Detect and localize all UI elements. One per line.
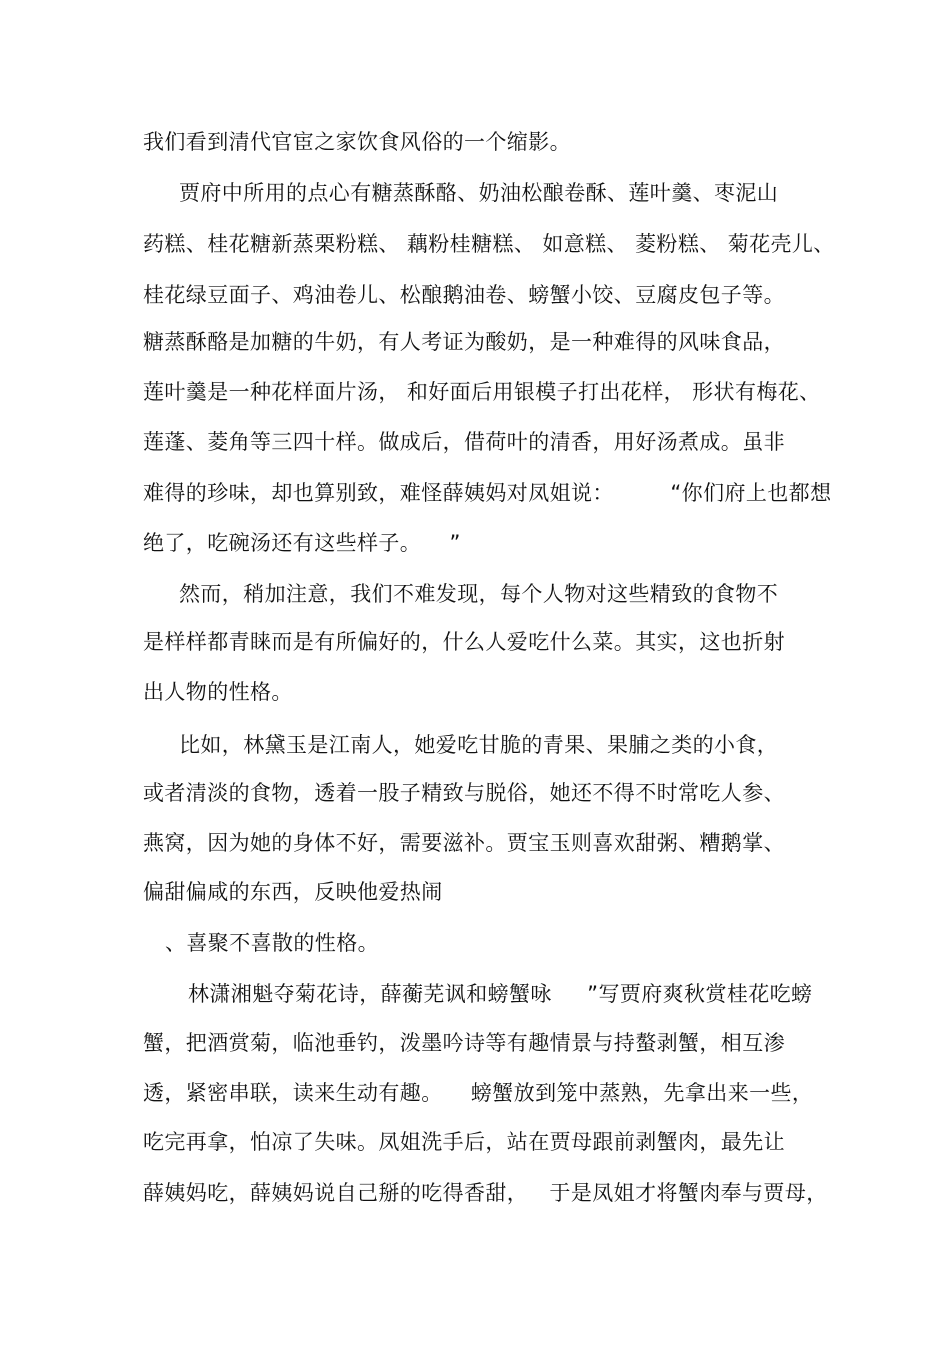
text-line-21: 吃完再拿，怕凉了失味。凤姐洗手后，站在贾母跟前剥蟹肉，最先让 xyxy=(143,1130,785,1154)
text-line-12: 出人物的性格。 xyxy=(143,680,293,704)
text-line-20: 透，紧密串联，读来生动有趣。 螃蟹放到笼中蒸熟，先拿出来一些， xyxy=(143,1081,814,1105)
text-line-19: 蟹，把酒赏菊，临池垂钓，泼墨吟诗等有趣情景与持螯剥蟹，相互渗 xyxy=(143,1031,785,1055)
text-line-22: 薛姨妈吃，薛姨妈说自己掰的吃得香甜， 于是凤姐才将蟹肉奉与贾母， xyxy=(143,1181,828,1205)
text-line-11: 是样样都青睐而是有所偏好的，什么人爱吃什么菜。其实，这也折射 xyxy=(143,630,785,654)
text-line-16: 偏甜偏咸的东西，反映他爱热闹 xyxy=(143,880,443,904)
text-line-13: 比如，林黛玉是江南人，她爱吃甘脆的青果、果脯之类的小食， xyxy=(179,733,779,757)
text-line-4: 桂花绿豆面子、鸡油卷儿、松酿鹅油卷、螃蟹小饺、豆腐皮包子等。 xyxy=(143,283,785,307)
text-line-10: 然而，稍加注意，我们不难发现，每个人物对这些精致的食物不 xyxy=(179,582,779,606)
text-line-3: 药糕、桂花糖新蒸栗粉糕、 藕粉桂糖糕、 如意糕、 菱粉糕、 菊花壳儿、 xyxy=(143,232,835,256)
text-line-1: 我们看到清代官宦之家饮食风俗的一个缩影。 xyxy=(143,130,571,154)
text-line-7: 莲蓬、菱角等三四十样。做成后，借荷叶的清香，用好汤煮成。虽非 xyxy=(143,430,785,454)
text-line-17: 、喜聚不喜散的性格。 xyxy=(165,931,379,955)
text-line-2: 贾府中所用的点心有糖蒸酥酪、奶油松酿卷酥、莲叶羹、枣泥山 xyxy=(179,181,779,205)
text-line-9: 绝了，吃碗汤还有这些样子。 ” xyxy=(143,531,461,555)
text-line-18: 林潇湘魁夺菊花诗，薛蘅芜讽和螃蟹咏 ”写贾府爽秋赏桂花吃螃 xyxy=(188,982,813,1006)
text-line-5: 糖蒸酥酪是加糖的牛奶，有人考证为酸奶，是一种难得的风味食品， xyxy=(143,330,785,354)
text-line-6: 莲叶羹是一种花样面片汤， 和好面后用银模子打出花样， 形状有梅花、 xyxy=(143,380,821,404)
text-line-15: 燕窝，因为她的身体不好，需要滋补。贾宝玉则喜欢甜粥、糟鹅掌、 xyxy=(143,831,785,855)
text-line-14: 或者清淡的食物，透着一股子精致与脱俗，她还不得不时常吃人参、 xyxy=(143,781,785,805)
text-line-8: 难得的珍味，却也算别致，难怪薛姨妈对凤姐说： “你们府上也都想 xyxy=(143,481,832,505)
